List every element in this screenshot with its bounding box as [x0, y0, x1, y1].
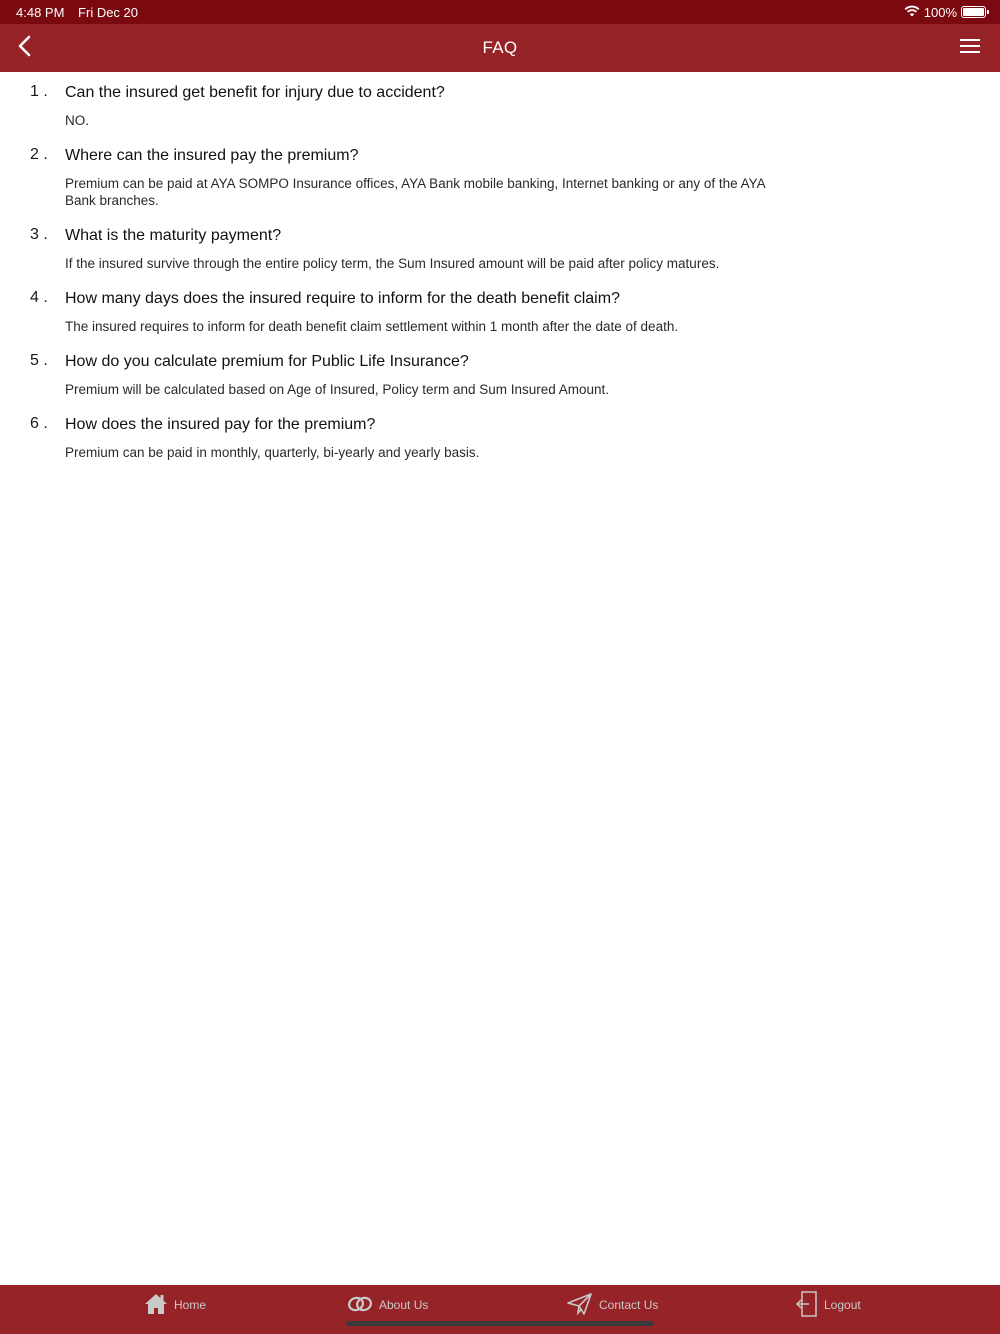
bottom-tab-bar	[0, 1285, 1000, 1334]
battery-icon	[961, 6, 986, 18]
tab-about-us-label: About Us	[379, 1298, 429, 1312]
faq-answer: If the insured survive through the entire policy term, the Sum Insured amount will be paid after policy matures.	[65, 256, 720, 271]
faq-item	[0, 82, 1000, 129]
faq-number: 1 .	[30, 83, 48, 100]
back-button[interactable]	[8, 32, 40, 64]
faq-item	[0, 414, 1000, 461]
faq-item	[0, 288, 1000, 335]
navigation-bar	[0, 24, 1000, 72]
status-left	[16, 5, 148, 20]
battery-percentage: 100%	[923, 4, 957, 20]
faq-answer: The insured requires to inform for death benefit claim settlement within 1 month after the date of death.	[65, 319, 679, 334]
faq-item	[0, 145, 1000, 209]
faq-number: 2 .	[30, 146, 48, 163]
logout-icon	[796, 1291, 818, 1320]
tab-contact-us[interactable]	[567, 1291, 658, 1319]
hamburger-menu-icon	[960, 38, 980, 59]
home-indicator	[346, 1321, 654, 1326]
chevron-left-icon	[16, 35, 32, 62]
wifi-icon	[904, 5, 920, 20]
status-time: 4:48 PM	[16, 4, 65, 20]
home-icon	[144, 1293, 168, 1318]
faq-question: What is the maturity payment?	[65, 227, 282, 244]
tab-logout[interactable]	[796, 1291, 861, 1319]
faq-answer: Premium can be paid at AYA SOMPO Insurance offices, AYA Bank mobile banking, Internet banking or any of the AYA Bank branches.	[65, 176, 765, 208]
faq-question: How do you calculate premium for Public Life Insurance?	[65, 353, 469, 370]
tab-about-us[interactable]	[347, 1291, 428, 1319]
faq-list	[0, 72, 1000, 477]
tab-logout-label: Logout	[824, 1298, 861, 1312]
tab-contact-us-label: Contact Us	[599, 1298, 659, 1312]
faq-answer: Premium can be paid in monthly, quarterly, bi-yearly and yearly basis.	[65, 445, 480, 460]
faq-answer: Premium will be calculated based on Age of Insured, Policy term and Sum Insured Amount.	[65, 382, 610, 397]
link-icon	[347, 1295, 373, 1316]
faq-question: How many days does the insured require to inform for the death benefit claim?	[65, 290, 620, 307]
faq-number: 6 .	[30, 415, 48, 432]
page-title: FAQ	[482, 38, 518, 57]
faq-item	[0, 351, 1000, 398]
faq-question: Can the insured get benefit for injury due to accident?	[65, 84, 445, 101]
status-right	[904, 5, 986, 20]
status-bar	[0, 0, 1000, 24]
tab-home[interactable]	[144, 1291, 206, 1319]
faq-item	[0, 225, 1000, 272]
faq-number: 4 .	[30, 289, 48, 306]
status-date: Fri Dec 20	[78, 4, 139, 20]
faq-question: Where can the insured pay the premium?	[65, 147, 359, 164]
faq-answer: NO.	[65, 113, 90, 128]
paper-plane-icon	[567, 1293, 593, 1318]
faq-number: 3 .	[30, 226, 48, 243]
faq-number: 5 .	[30, 352, 48, 369]
tab-home-label: Home	[174, 1298, 207, 1312]
faq-question: How does the insured pay for the premium?	[65, 416, 376, 433]
menu-button[interactable]	[958, 36, 982, 60]
battery-fill	[963, 8, 984, 16]
